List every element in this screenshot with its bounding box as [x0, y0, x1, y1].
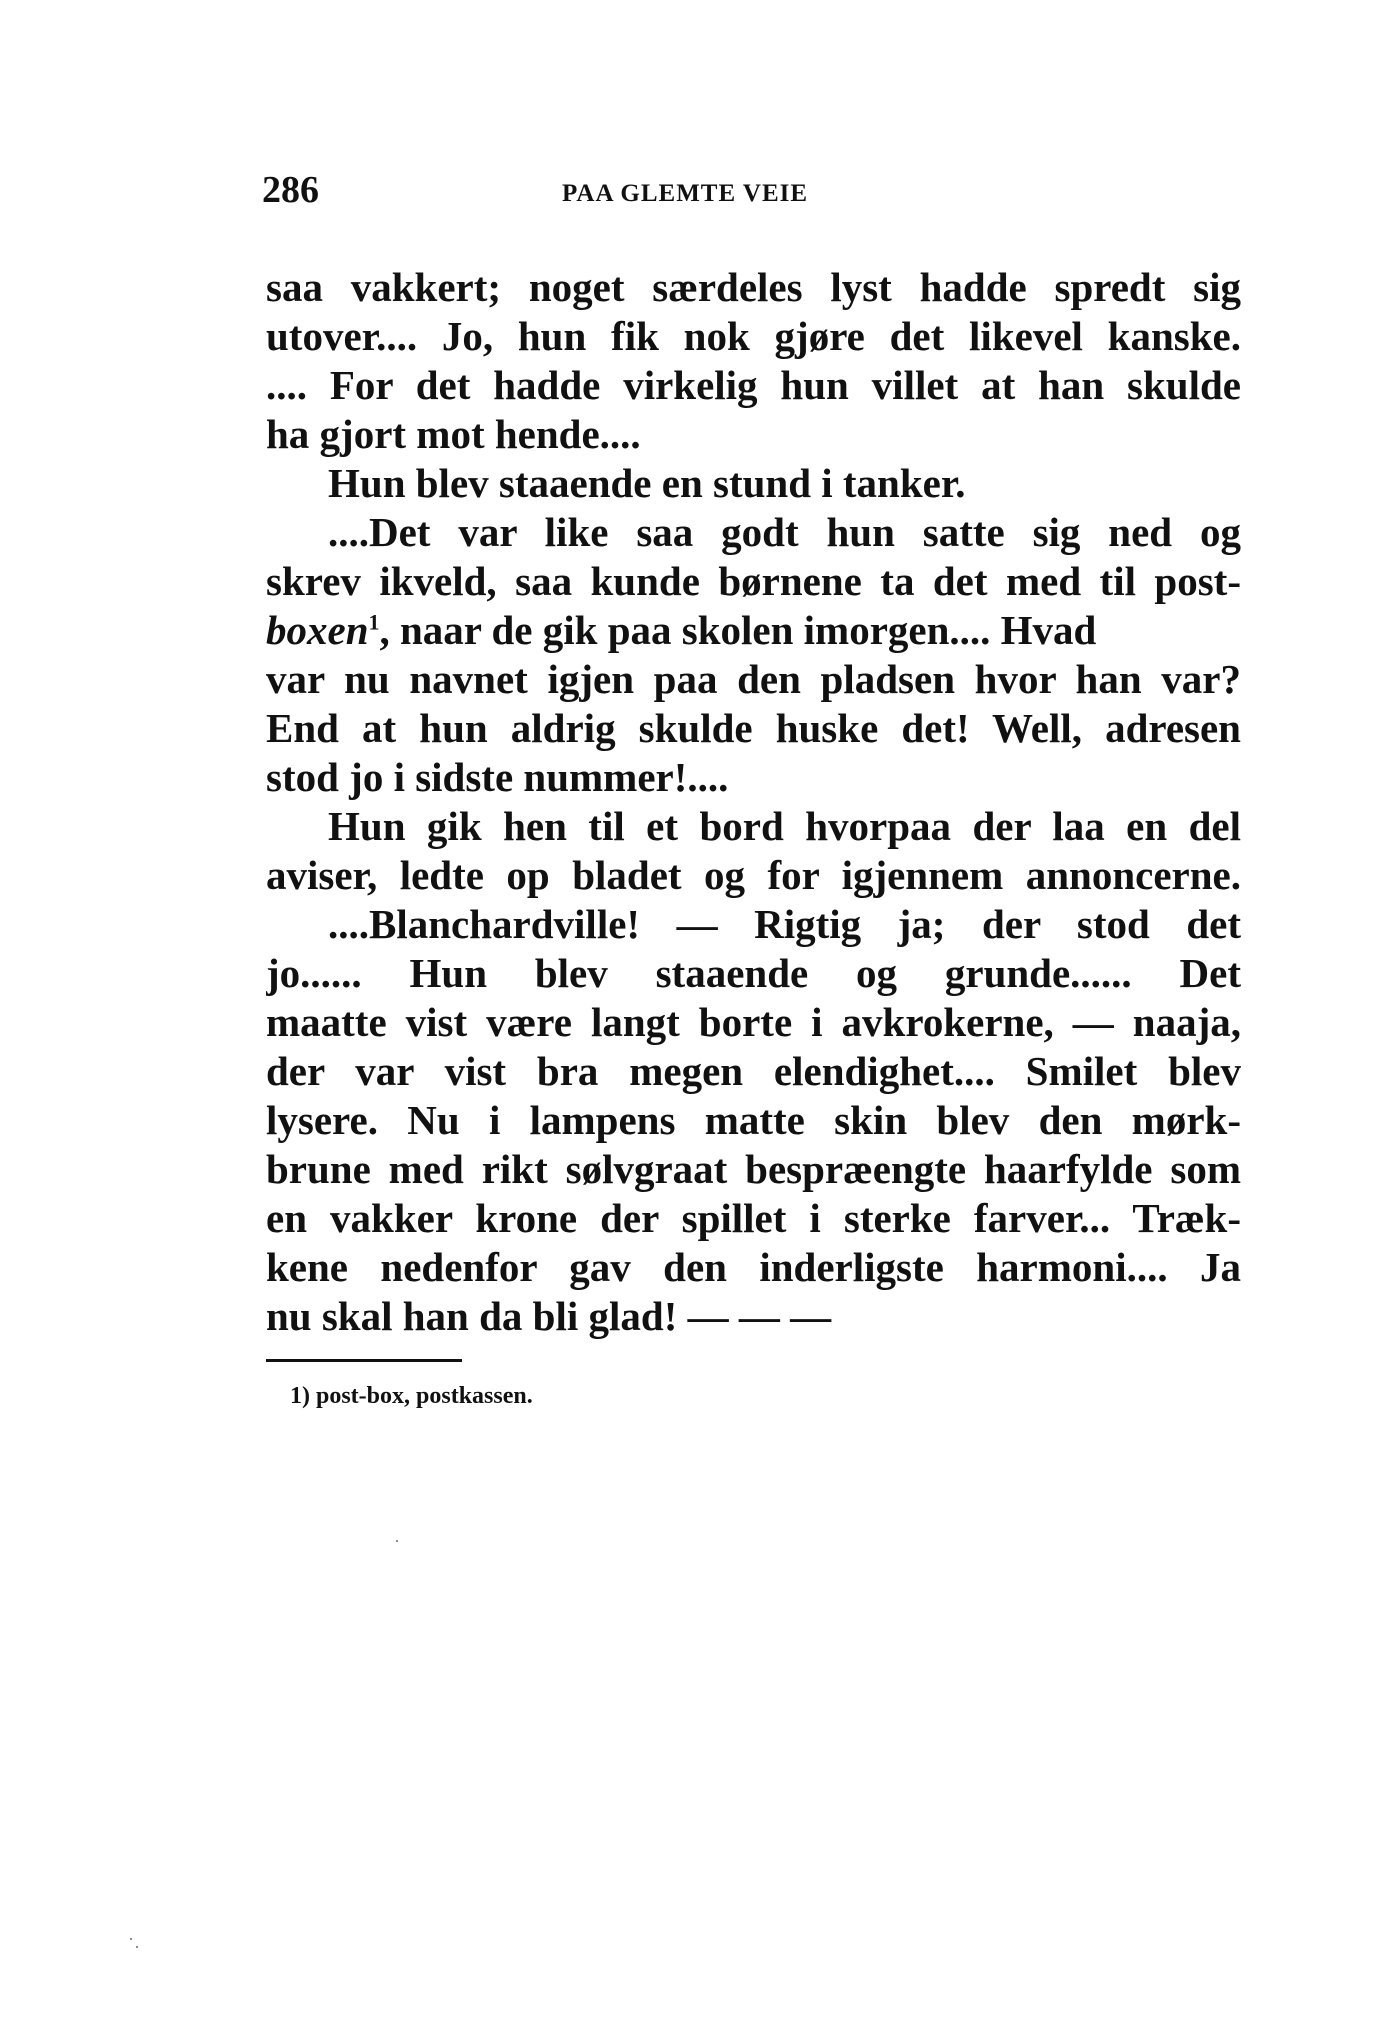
text-line-with-footnote — [266, 606, 1241, 655]
text-line: lysere. Nu i lampens matte skin blev den mørk- — [266, 1097, 1241, 1143]
footnote-rule — [266, 1359, 462, 1362]
text-line: ....Blanchardville! — Rigtig ja; der stod det — [328, 901, 1241, 947]
text-line: ....Det var like saa godt hun satte sig ned og — [328, 509, 1241, 555]
text-line-rest: , naar de gik paa skolen imorgen.... Hvad — [379, 607, 1097, 653]
text-line: en vakker krone der spillet i sterke farver... Træk- — [266, 1195, 1241, 1241]
italic-word: boxen — [266, 607, 369, 653]
text-line: maatte vist være langt borte i avkrokerne, — naaja, — [266, 999, 1241, 1045]
text-line: der var vist bra megen elendighet.... Smilet blev — [266, 1048, 1241, 1094]
scan-speck — [130, 1938, 132, 1940]
footnote-reference: 1 — [368, 609, 380, 635]
text-line: stod jo i sidste nummer!.... — [266, 754, 729, 800]
text-line: skrev ikveld, saa kunde børnene ta det med til post- — [266, 558, 1241, 604]
footnote: 1) post-box, postkassen. — [290, 1383, 533, 1409]
scan-speck — [396, 1540, 398, 1542]
text-line: kene nedenfor gav den inderligste harmoni.... Ja — [266, 1244, 1241, 1290]
text-line: brune med rikt sølvgraat bespræengte haarfylde som — [266, 1146, 1241, 1192]
text-line: utover.... Jo, hun fik nok gjøre det likevel kanske. — [266, 313, 1241, 359]
text-line: aviser, ledte op bladet og for igjennem annoncerne. — [266, 852, 1241, 898]
running-head — [262, 168, 1242, 218]
text-line: ha gjort mot hende.... — [266, 411, 641, 457]
running-title: PAA GLEMTE VEIE — [562, 180, 809, 207]
text-line: Hun blev staaende en stund i tanker. — [328, 460, 966, 506]
text-line: End at hun aldrig skulde huske det! Well, adresen — [266, 705, 1241, 751]
text-line: Hun gik hen til et bord hvorpaa der laa en del — [328, 803, 1241, 849]
text-line: var nu navnet igjen paa den pladsen hvor han var? — [266, 656, 1241, 702]
text-line: saa vakkert; noget særdeles lyst hadde spredt sig — [266, 264, 1241, 310]
scan-speck — [136, 1946, 138, 1948]
text-line: jo...... Hun blev staaende og grunde...... Det — [266, 950, 1241, 996]
page-number: 286 — [262, 169, 319, 211]
body-text — [266, 263, 1241, 1341]
text-line: nu skal han da bli glad! — — — — [266, 1293, 832, 1339]
text-line: .... For det hadde virkelig hun villet at han skulde — [266, 362, 1241, 408]
